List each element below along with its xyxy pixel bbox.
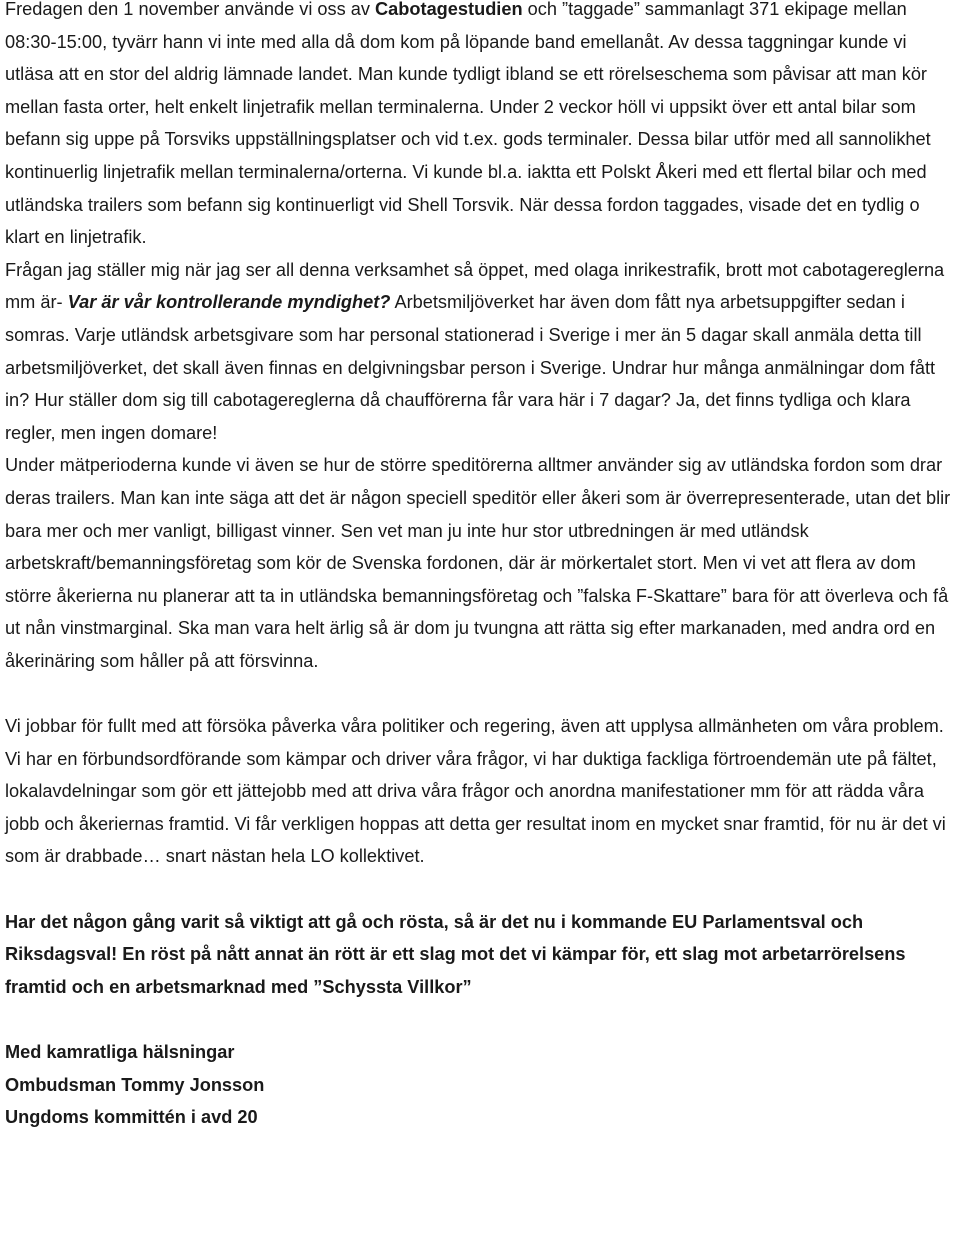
paragraph-cabotage-study bbox=[5, 0, 957, 254]
emphasized-question: Var är vår kontrollerande myndighet? bbox=[67, 292, 391, 313]
signature-greeting: Med kamratliga hälsningar bbox=[5, 1042, 235, 1062]
paragraph-text: Fredagen den 1 november använde vi oss av bbox=[5, 0, 376, 19]
paragraph-forwarders: Under mätperioderna kunde vi även se hur de större speditörerna alltmer använder sig av utländska fordon som drar deras trailers. Man kan inte säga att det är någon speciell speditör eller åkeri som är överrepresenterade, utan det blir bara mer och mer vanligt, billigast vinner. Sen vet man ju inte hur stor utbredningen är med utländsk arbetskraft/bemanningsföretag som kör de Svenska fordonen, där är mörkertalet stort. Men vi vet att flera av dom större åkerierna nu planerar att ta in utländska bemanningsföretag och ”falska F-Skattare” bara för att överleva och få ut nån vinstmarginal. Ska man vara helt ärlig så är dom ju tvungna att rätta sig efter markanaden, med andra ord en åkerinäring som håller på att försvinna. bbox=[5, 455, 951, 671]
paragraph-union-work: Vi jobbar för fullt med att försöka påverka våra politiker och regering, även att upplysa allmänheten om våra problem. Vi har en förbundsordförande som kämpar och driver våra frågor, vi har duktiga fackliga förtroendemän ute på fältet, lokalavdelningar som gör ett jättejobb med att driva våra frågor och anordna manifestationer mm för att rädda våra jobb och åkeriernas framtid. Vi får verkligen hoppas att detta ger resultat inom en mycket snar framtid, för nu är det vi som är drabbade… snart nästan hela LO kollektivet. bbox=[5, 716, 946, 867]
paragraph-authority-question bbox=[5, 254, 957, 450]
paragraph-spacer bbox=[5, 1003, 957, 1036]
signature-org: Ungdoms kommittén i avd 20 bbox=[5, 1107, 258, 1128]
signature-name: Ombudsman Tommy Jonsson bbox=[5, 1074, 265, 1095]
document-page bbox=[5, 0, 957, 1134]
paragraph-spacer bbox=[5, 873, 957, 906]
paragraph-spacer bbox=[5, 677, 957, 710]
paragraph-vote-appeal: Har det någon gång varit så viktigt att gå och rösta, så är det nu i kommande EU Parlamentsval och Riksdagsval! En röst på nått annat än rött är ett slag mot det vi kämpar för, ett slag mot arbetarrörelsens framtid och en arbetsmarknad med ”Schyssta Villkor” bbox=[5, 911, 906, 997]
paragraph-text: Arbetsmiljöverket har även dom fått nya arbetsuppgifter sedan i somras. Varje utländsk arbetsgivare som har personal stationerad i Sverige i mer än 5 dagar skall anmäla detta till arbetsmiljöverket, det skall även finnas en delgivningsbar person i Sverige. Undrar hur många anmälningar dom fått in? Hur ställer dom sig till cabotagereglerna då chaufförerna får vara här i 7 dagar? Ja, det finns tydliga och klara regler, men ingen domare! bbox=[5, 292, 936, 443]
signature-block bbox=[5, 1036, 957, 1134]
paragraph-text: Frågan jag ställer mig när jag ser all denna verksamhet så öppet, med olaga inrikestrafik, brott mot cabotagereglerna mm är- bbox=[5, 259, 945, 313]
paragraph-text: och ”taggade” sammanlagt 371 ekipage mellan 08:30-15:00, tyvärr hann vi inte med alla då dom kom på löpande band emellanåt. Av dessa taggningar kunde vi utläsa att en stor del aldrig lämnade landet. Man kunde tydligt ibland se ett rörelseschema som påvisar att man kör mellan fasta orter, helt enkelt linjetrafik mellan terminalerna. Under 2 veckor höll vi uppsikt över ett antal bilar som befann sig uppe på Torsviks uppställningsplatser och vid t.ex. gods terminaler. Dessa bilar utför med all sannolikhet kontinuerlig linjetrafik mellan terminalerna/orterna. Vi kunde bl.a. iaktta ett Polskt Åkeri med ett flertal bilar och med utländska trailers som befann sig kontinuerligt vid Shell Torsvik. När dessa fordon taggades, visade det en tydlig o klart en linjetrafik. bbox=[5, 0, 931, 248]
study-name: Cabotagestudien bbox=[375, 0, 523, 19]
